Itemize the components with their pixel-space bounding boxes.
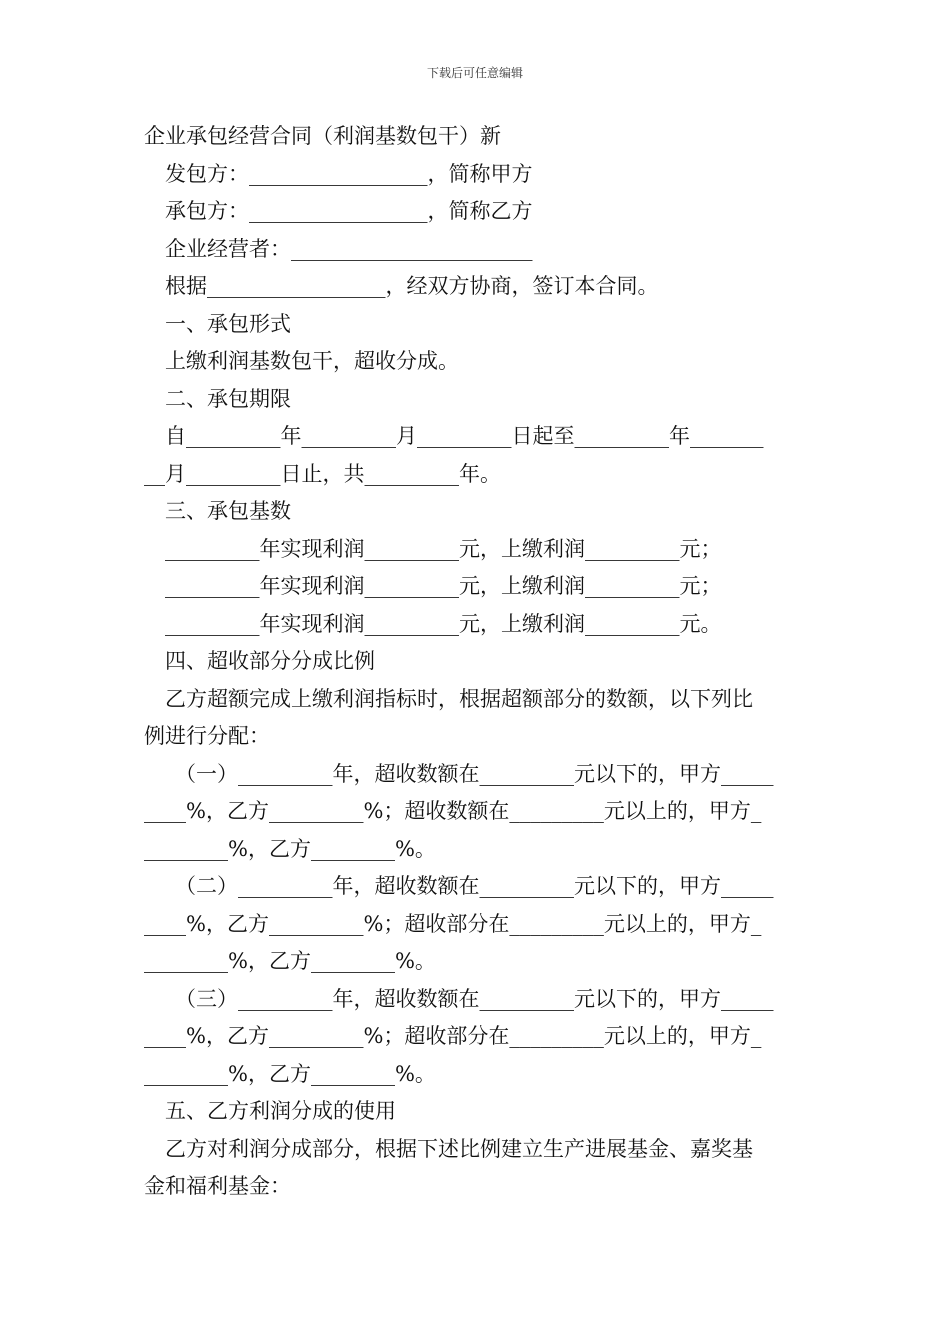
paragraph-line: 乙方对利润分成部分，根据下述比例建立生产进展基金、嘉奖基 bbox=[165, 1136, 753, 1161]
operator-line: 企业经营者：_______________________ bbox=[165, 236, 533, 261]
paragraph-line: _________年实现利润_________元，上缴利润_________元。 bbox=[165, 611, 722, 636]
section-heading-4: 四、超收部分分成比例 bbox=[165, 649, 375, 673]
paragraph-line: ________%，乙方________%。 bbox=[144, 836, 436, 861]
paragraph-line: （三）_________年，超收数额在_________元以下的，甲方_____ bbox=[175, 986, 774, 1011]
paragraph-line: __月_________日止，共_________年。 bbox=[144, 461, 501, 486]
paragraph-line: _________年实现利润_________元，上缴利润_________元； bbox=[165, 536, 722, 561]
section-heading-3: 三、承包基数 bbox=[165, 499, 291, 523]
paragraph-line: ____%，乙方_________%；超收数额在_________元以上的，甲方_ bbox=[144, 799, 762, 823]
paragraph-line: ____%，乙方_________%；超收部分在_________元以上的，甲方_ bbox=[144, 1024, 762, 1048]
paragraph-line: ____%，乙方_________%；超收部分在_________元以上的，甲方_ bbox=[144, 911, 762, 936]
section-heading-5: 五、乙方利润分成的使用 bbox=[165, 1099, 396, 1123]
party-a-line: 发包方：_________________，简称甲方 bbox=[165, 161, 533, 186]
header-note: 下载后可任意编辑 bbox=[426, 66, 523, 80]
section-heading-2: 二、承包期限 bbox=[165, 386, 291, 411]
paragraph-line: （一）_________年，超收数额在_________元以下的，甲方_____ bbox=[175, 761, 774, 786]
paragraph-line: 例进行分配： bbox=[144, 724, 270, 748]
paragraph-line: 上缴利润基数包干，超收分成。 bbox=[165, 349, 459, 373]
basis-line: 根据_________________，经双方协商，签订本合同。 bbox=[165, 274, 659, 298]
paragraph-line: _________年实现利润_________元，上缴利润_________元； bbox=[165, 574, 722, 598]
paragraph-line: ________%，乙方________%。 bbox=[144, 1061, 436, 1086]
section-heading-1: 一、承包形式 bbox=[165, 311, 291, 336]
contract-body bbox=[144, 118, 808, 1206]
paragraph-line: （二）_________年，超收数额在_________元以下的，甲方_____ bbox=[175, 874, 774, 898]
party-b-line: 承包方：_________________，简称乙方 bbox=[165, 199, 533, 223]
paragraph-line: 乙方超额完成上缴利润指标时，根据超额部分的数额，以下列比 bbox=[165, 686, 753, 711]
paragraph-line: 自_________年_________月_________日起至_________年_______ bbox=[165, 424, 764, 448]
document-title: 企业承包经营合同（利润基数包干）新 bbox=[144, 124, 501, 148]
paragraph-line: 金和福利基金： bbox=[144, 1174, 291, 1198]
paragraph-line: ________%，乙方________%。 bbox=[144, 949, 436, 973]
